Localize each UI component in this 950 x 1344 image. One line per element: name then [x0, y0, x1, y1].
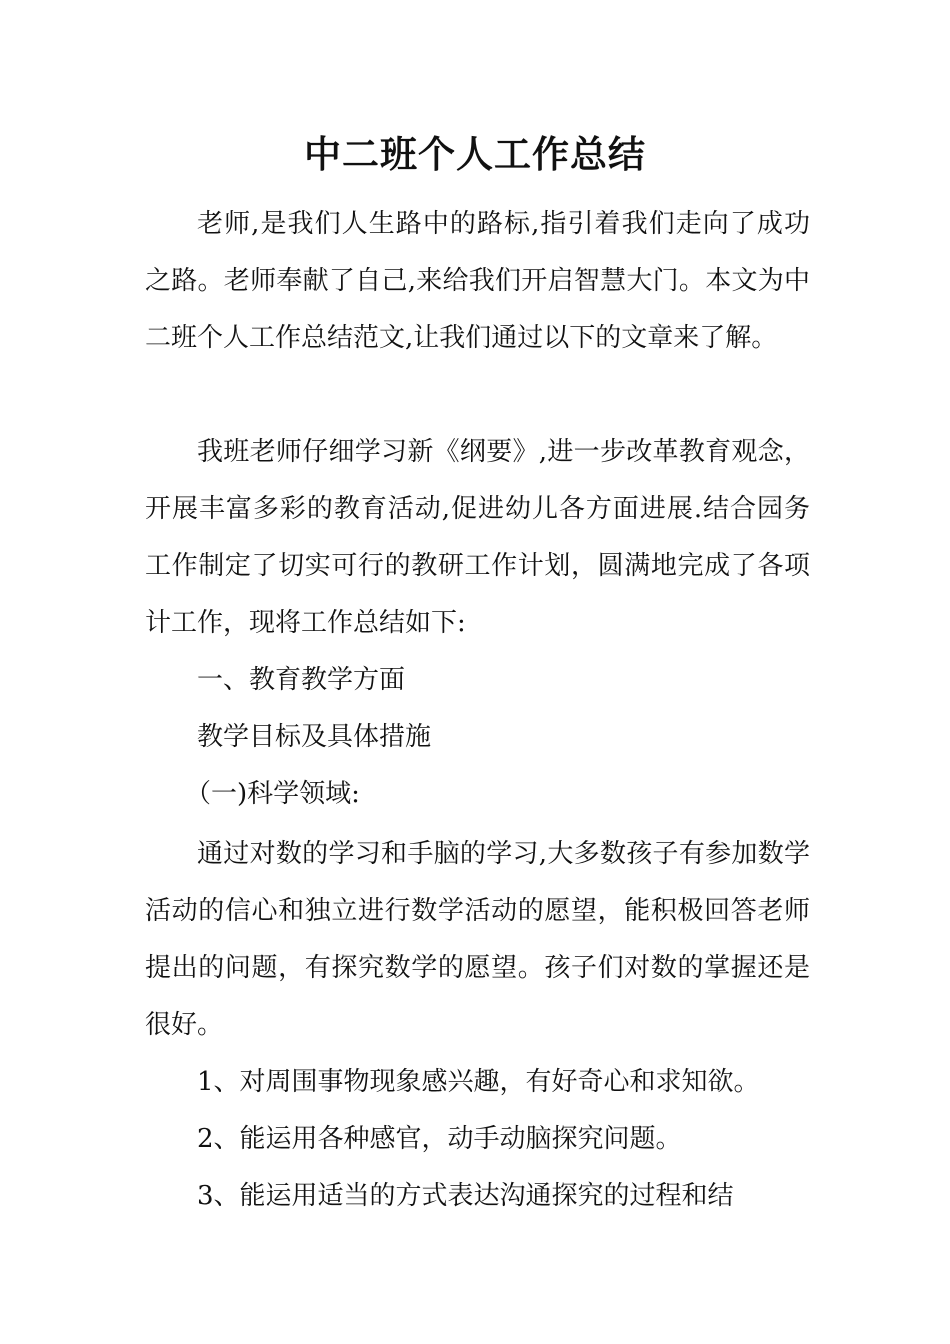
section-heading-education: 一、教育教学方面 — [197, 665, 406, 695]
list-item: 3、能运用适当的方式表达沟通探究的过程和结 — [197, 1181, 734, 1211]
list-item: 2、能运用各种感官，动手动脑探究问题。 — [197, 1124, 682, 1154]
body-paragraph-1: 我班老师仔细学习新《纲要》,进一步改革教育观念，开展丰富多彩的教育活动,促进幼儿各方面进展.结合园务工作制定了切实可行的教研工作计划，圆满地完成了各项计工作，现将工作总结如下: — [145, 437, 810, 638]
body-paragraph-2: 通过对数的学习和手脑的学习,大多数孩子有参加数学活动的信心和独立进行数学活动的愿望，能积极回答老师提出的问题，有探究数学的愿望。孩子们对数的掌握还是很好。 — [145, 839, 810, 1040]
section-heading-goals: 教学目标及具体措施 — [197, 722, 432, 752]
intro-paragraph: 老师,是我们人生路中的路标,指引着我们走向了成功之路。老师奉献了自己,来给我们开启智慧大门。本文为中二班个人工作总结范文,让我们通过以下的文章来了解。 — [145, 209, 810, 353]
document-title: 中二班个人工作总结 — [304, 132, 646, 176]
list-item: 1、对周围事物现象感兴趣，有好奇心和求知欲。 — [197, 1067, 760, 1097]
section-heading-science: （一)科学领域: — [185, 779, 360, 809]
